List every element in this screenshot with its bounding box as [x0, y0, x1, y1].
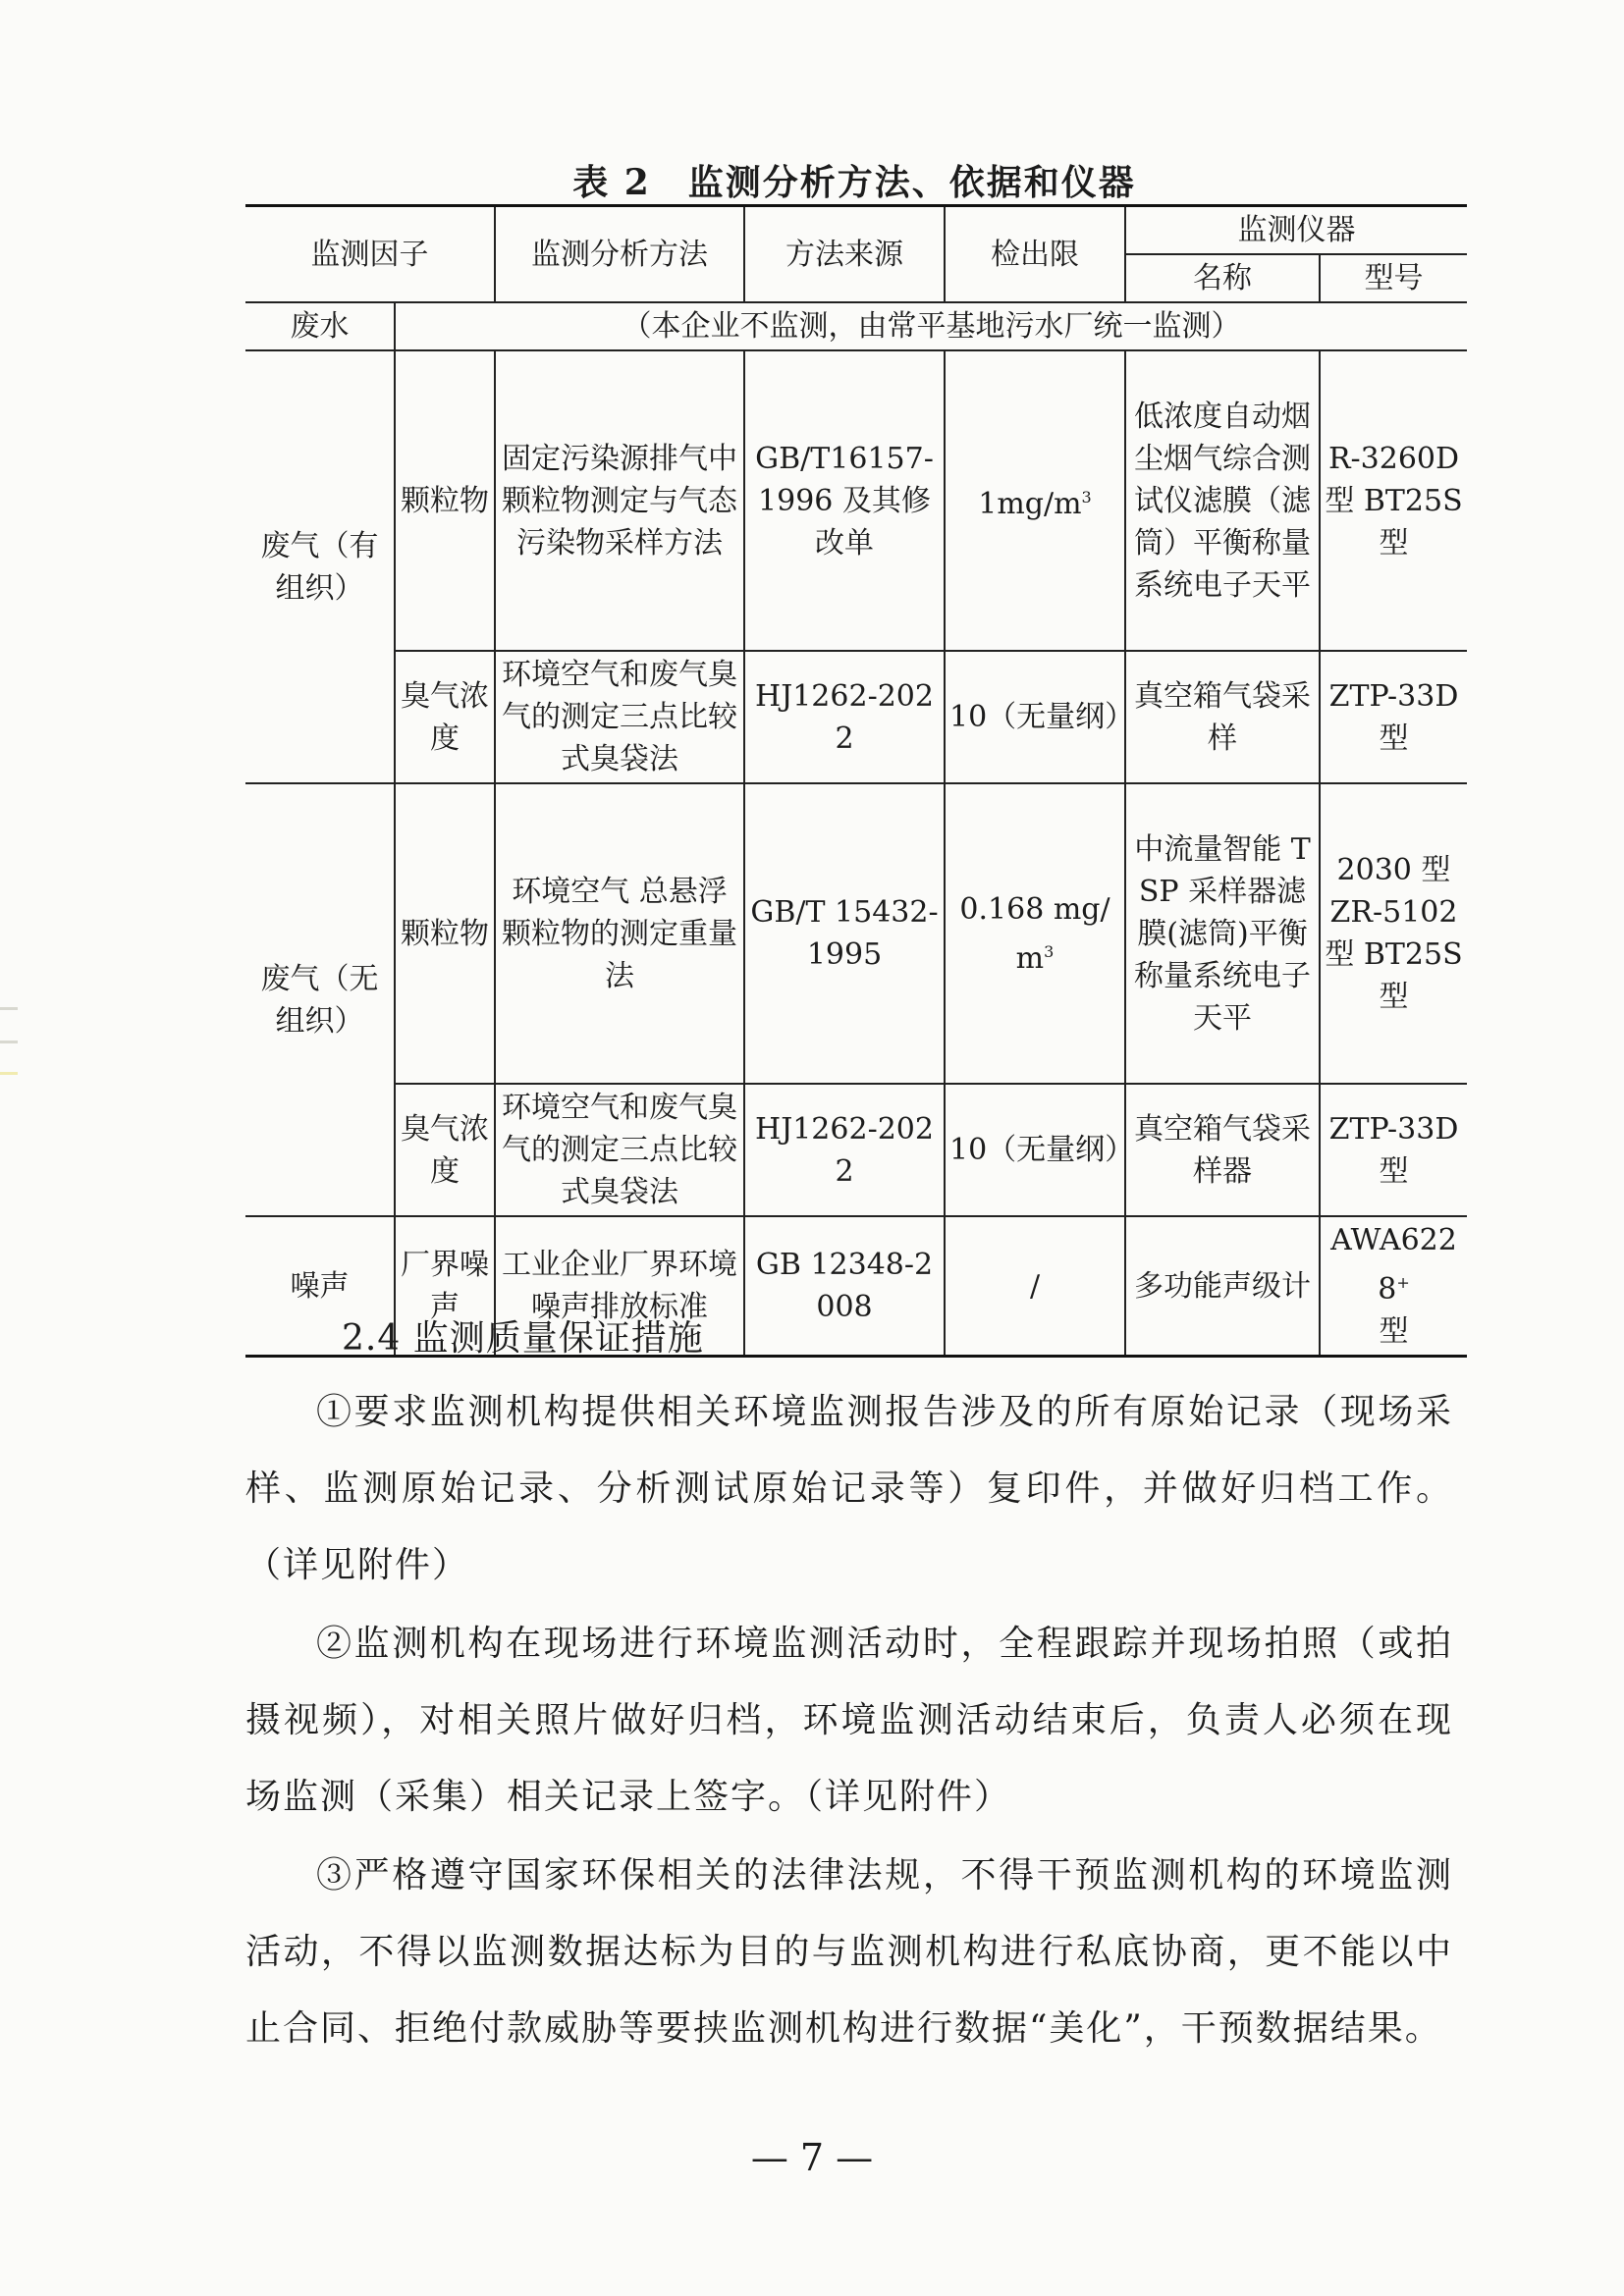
factor-cell: 臭气浓度 — [395, 651, 495, 783]
limit-cell: 10（无量纲） — [945, 1084, 1125, 1216]
monitoring-methods-table — [245, 204, 1467, 1358]
source-cell: HJ1262-2022 — [744, 1084, 945, 1216]
method-cell: 环境空气和废气臭气的测定三点比较式臭袋法 — [495, 1084, 744, 1216]
method-cell: 环境空气和废气臭气的测定三点比较式臭袋法 — [495, 651, 744, 783]
method-cell: 固定污染源排气中颗粒物测定与气态污染物采样方法 — [495, 350, 744, 651]
table-row-organized-particulate — [245, 350, 1467, 651]
factor-cell: 臭气浓度 — [395, 1084, 495, 1216]
factor-cell: 颗粒物 — [395, 350, 495, 651]
category-organized-gas: 废气（有组织） — [245, 350, 395, 783]
instrument-name-cell: 多功能声级计 — [1125, 1216, 1320, 1357]
paragraph-1: ①要求监测机构提供相关环境监测报告涉及的所有原始记录（现场采样、监测原始记录、分析测试原始记录等）复印件，并做好归档工作。（详见附件） — [245, 1392, 1453, 1585]
limit-cell: 10（无量纲） — [945, 651, 1125, 783]
table-title: 表 2 监测分析方法、依据和仪器 — [572, 162, 1136, 203]
limit-value: 1mg/m — [978, 487, 1082, 521]
instrument-name-cell: 中流量智能 TSP 采样器滤膜(滤筒)平衡称量系统电子天平 — [1125, 783, 1320, 1084]
method-cell: 工业企业厂界环境噪声排放标准 — [495, 1216, 744, 1357]
instrument-name-cell: 真空箱气袋采样 — [1125, 651, 1320, 783]
limit-cell — [945, 783, 1125, 1084]
instrument-model-cell: 2030 型 ZR-5102 型 BT25S 型 — [1320, 783, 1467, 1084]
page-number: — 7 — — [750, 2136, 874, 2179]
header-source: 方法来源 — [744, 206, 945, 303]
table-header-row — [245, 206, 1467, 255]
paragraph-3: ③严格遵守国家环保相关的法律法规，不得干预监测机构的环境监测活动，不得以监测数据达标为目的与监测机构进行私底协商，更不能以中止合同、拒绝付款威胁等要挟监测机构进行数据“美化”，干预数据结果。 — [245, 1855, 1453, 2049]
method-cell: 环境空气 总悬浮颗粒物的测定重量法 — [495, 783, 744, 1084]
limit-cell — [945, 350, 1125, 651]
paragraph-2: ②监测机构在现场进行环境监测活动时，全程跟踪并现场拍照（或拍摄视频），对相关照片做好归档，环境监测活动结束后，负责人必须在现场监测（采集）相关记录上签字。（详见附件） — [245, 1624, 1453, 1817]
instrument-name-cell: 低浓度自动烟尘烟气综合测试仪滤膜（滤筒）平衡称量系统电子天平 — [1125, 350, 1320, 651]
model-number: AWA6228 — [1330, 1223, 1457, 1307]
instrument-model-cell: ZTP-33D 型 — [1320, 1084, 1467, 1216]
scan-artifact — [0, 1007, 18, 1010]
table-row-wastewater — [245, 302, 1467, 350]
header-factor: 监测因子 — [245, 206, 495, 303]
header-instrument-model: 型号 — [1320, 254, 1467, 302]
header-instrument-name: 名称 — [1125, 254, 1320, 302]
header-limit: 检出限 — [945, 206, 1125, 303]
category-noise: 噪声 — [245, 1216, 395, 1357]
wastewater-note: （本企业不监测，由常平基地污水厂统一监测） — [395, 302, 1467, 350]
table-row-organized-odor — [245, 651, 1467, 783]
instrument-name-cell: 真空箱气袋采样器 — [1125, 1084, 1320, 1216]
source-cell: GB/T 15432-1995 — [744, 783, 945, 1084]
category-wastewater: 废水 — [245, 302, 395, 350]
table-row-unorganized-particulate — [245, 783, 1467, 1084]
source-cell: HJ1262-2022 — [744, 651, 945, 783]
model-superscript: + — [1396, 1273, 1410, 1292]
scan-artifact — [0, 1041, 18, 1043]
factor-cell: 颗粒物 — [395, 783, 495, 1084]
scan-artifact — [0, 1072, 18, 1075]
model-suffix: 型 — [1379, 1314, 1409, 1349]
instrument-model-cell: ZTP-33D 型 — [1320, 651, 1467, 783]
instrument-model-cell: R-3260D 型 BT25S 型 — [1320, 350, 1467, 651]
header-instrument: 监测仪器 — [1125, 206, 1467, 255]
limit-unit-exponent: 3 — [1044, 941, 1055, 961]
header-method: 监测分析方法 — [495, 206, 744, 303]
table-row-unorganized-odor — [245, 1084, 1467, 1216]
source-cell: GB 12348-2008 — [744, 1216, 945, 1357]
category-unorganized-gas: 废气（无组织） — [245, 783, 395, 1216]
limit-cell: / — [945, 1216, 1125, 1357]
factor-cell: 厂界噪声 — [395, 1216, 495, 1357]
instrument-model-cell — [1320, 1216, 1467, 1357]
limit-value: 0.168 mg/m — [959, 891, 1110, 976]
limit-unit-exponent: 3 — [1081, 488, 1092, 507]
source-cell: GB/T16157-1996 及其修改单 — [744, 350, 945, 651]
section-heading: 2.4 监测质量保证措施 — [342, 1318, 704, 1359]
